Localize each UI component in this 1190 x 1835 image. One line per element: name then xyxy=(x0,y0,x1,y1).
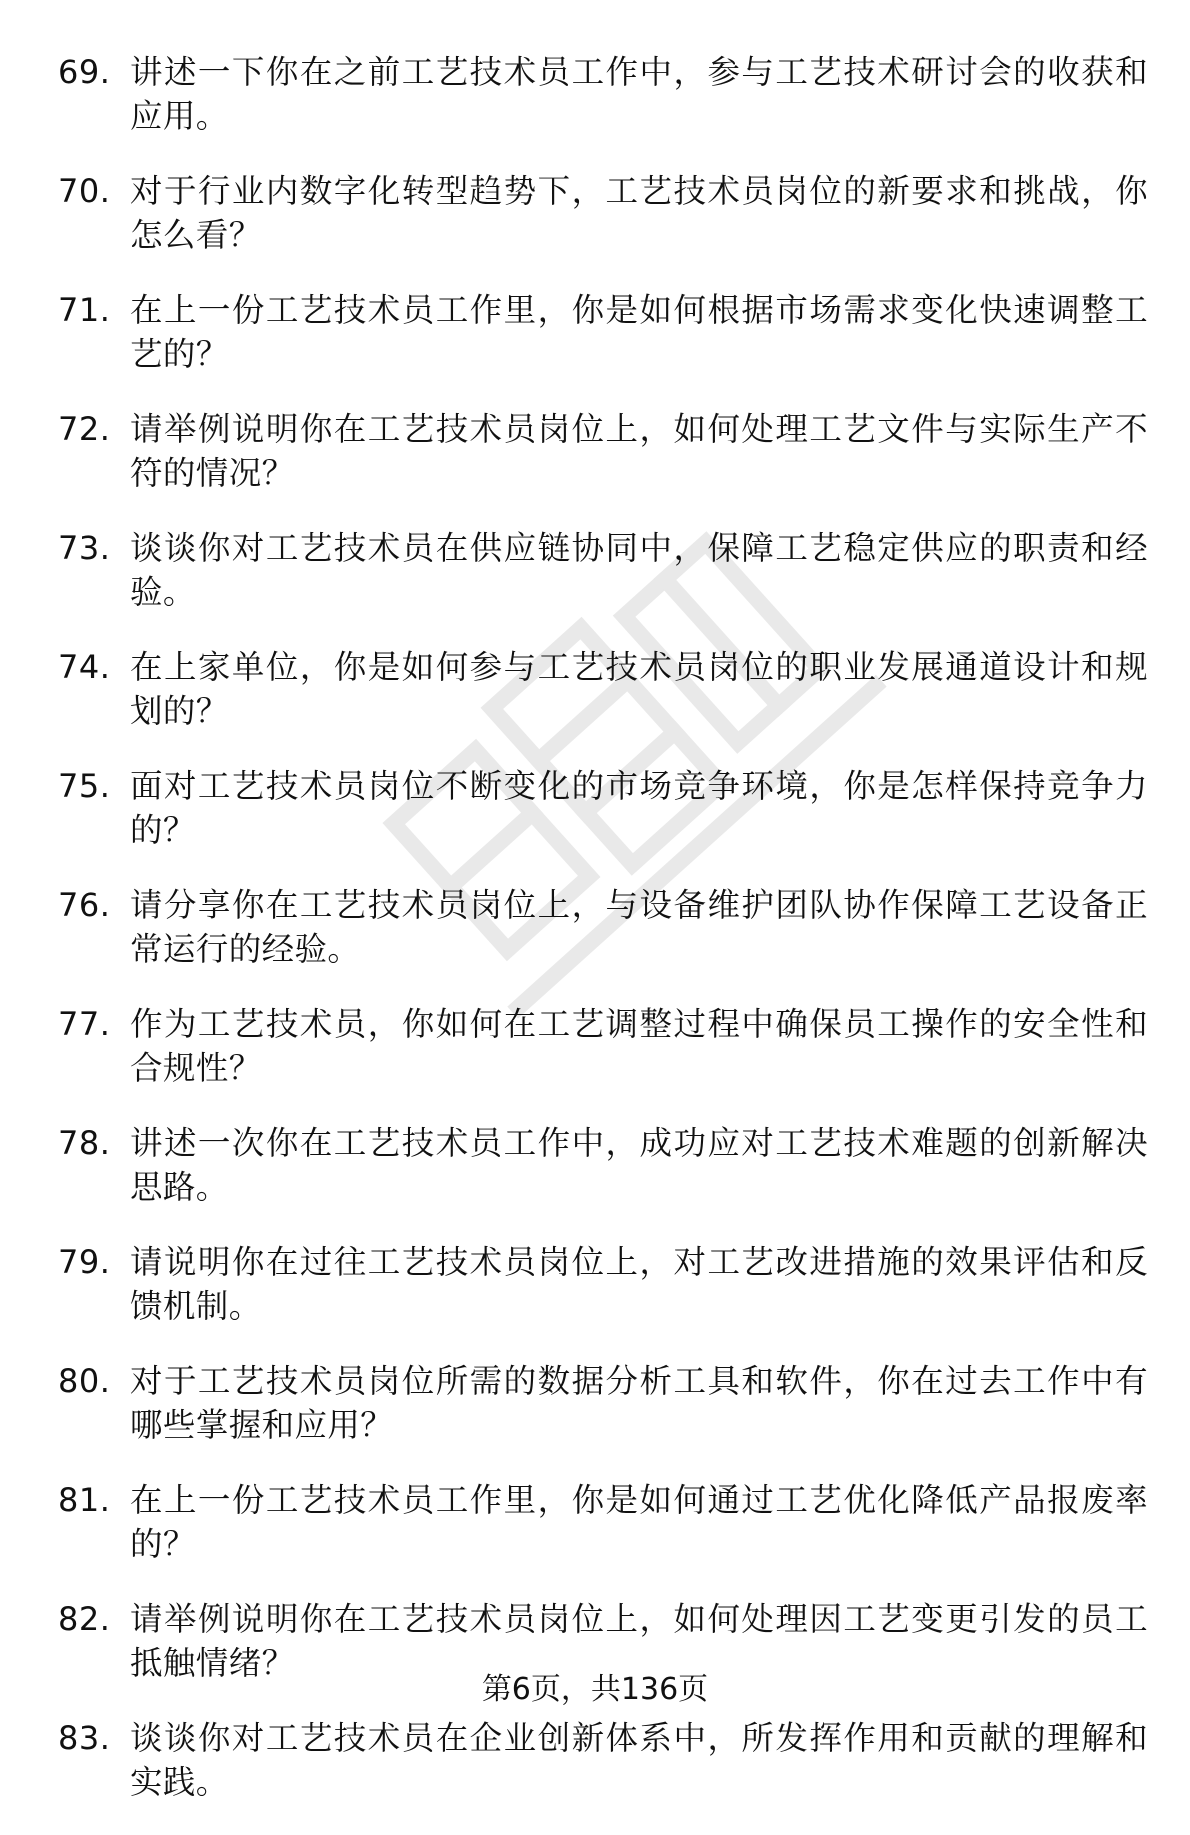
question-item xyxy=(58,288,1148,376)
question-text: 在上一份工艺技术员工作里，你是如何通过工艺优化降低产品报废率的？ xyxy=(130,1481,1148,1563)
question-item xyxy=(58,1716,1148,1804)
question-text: 作为工艺技术员，你如何在工艺调整过程中确保员工操作的安全性和合规性？ xyxy=(130,1005,1148,1087)
question-item xyxy=(58,764,1148,852)
question-item xyxy=(58,1240,1148,1328)
question-item xyxy=(58,407,1148,495)
question-text: 在上家单位，你是如何参与工艺技术员岗位的职业发展通道设计和规划的？ xyxy=(130,648,1148,730)
question-text: 讲述一下你在之前工艺技术员工作中，参与工艺技术研讨会的收获和应用。 xyxy=(130,53,1148,135)
question-number: 70. xyxy=(58,172,111,210)
question-number: 75. xyxy=(58,767,111,805)
question-number: 73. xyxy=(58,529,111,567)
question-item xyxy=(58,645,1148,733)
question-item xyxy=(58,1121,1148,1209)
question-number: 83. xyxy=(58,1719,111,1757)
question-number: 72. xyxy=(58,410,111,448)
question-list xyxy=(58,50,1148,1835)
question-item xyxy=(58,883,1148,971)
question-number: 69. xyxy=(58,53,111,91)
question-text: 请举例说明你在工艺技术员岗位上，如何处理工艺文件与实际生产不符的情况？ xyxy=(130,410,1148,492)
question-item xyxy=(58,1478,1148,1566)
question-number: 77. xyxy=(58,1005,111,1043)
question-text: 请举例说明你在工艺技术员岗位上，如何处理因工艺变更引发的员工抵触情绪？ xyxy=(130,1600,1148,1682)
question-number: 82. xyxy=(58,1600,111,1638)
question-text: 请说明你在过往工艺技术员岗位上，对工艺改进措施的效果评估和反馈机制。 xyxy=(130,1243,1148,1325)
question-number: 71. xyxy=(58,291,111,329)
question-number: 79. xyxy=(58,1243,111,1281)
question-text: 在上一份工艺技术员工作里，你是如何根据市场需求变化快速调整工艺的？ xyxy=(130,291,1148,373)
question-item xyxy=(58,1359,1148,1447)
question-number: 78. xyxy=(58,1124,111,1162)
question-text: 谈谈你对工艺技术员在企业创新体系中，所发挥作用和贡献的理解和实践。 xyxy=(130,1719,1148,1801)
question-text: 面对工艺技术员岗位不断变化的市场竞争环境，你是怎样保持竞争力的？ xyxy=(130,767,1148,849)
question-number: 81. xyxy=(58,1481,111,1519)
question-number: 76. xyxy=(58,886,111,924)
question-text: 谈谈你对工艺技术员在供应链协同中，保障工艺稳定供应的职责和经验。 xyxy=(130,529,1148,611)
question-item xyxy=(58,526,1148,614)
question-text: 讲述一次你在工艺技术员工作中，成功应对工艺技术难题的创新解决思路。 xyxy=(130,1124,1148,1206)
question-number: 80. xyxy=(58,1362,111,1400)
question-text: 对于工艺技术员岗位所需的数据分析工具和软件，你在过去工作中有哪些掌握和应用？ xyxy=(130,1362,1148,1444)
question-item xyxy=(58,1002,1148,1090)
page-number: 第6页，共136页 xyxy=(481,1672,709,1707)
question-item xyxy=(58,50,1148,138)
question-item xyxy=(58,169,1148,257)
question-text: 对于行业内数字化转型趋势下，工艺技术员岗位的新要求和挑战，你怎么看？ xyxy=(130,172,1148,254)
question-number: 74. xyxy=(58,648,111,686)
question-text: 请分享你在工艺技术员岗位上，与设备维护团队协作保障工艺设备正常运行的经验。 xyxy=(130,886,1148,968)
